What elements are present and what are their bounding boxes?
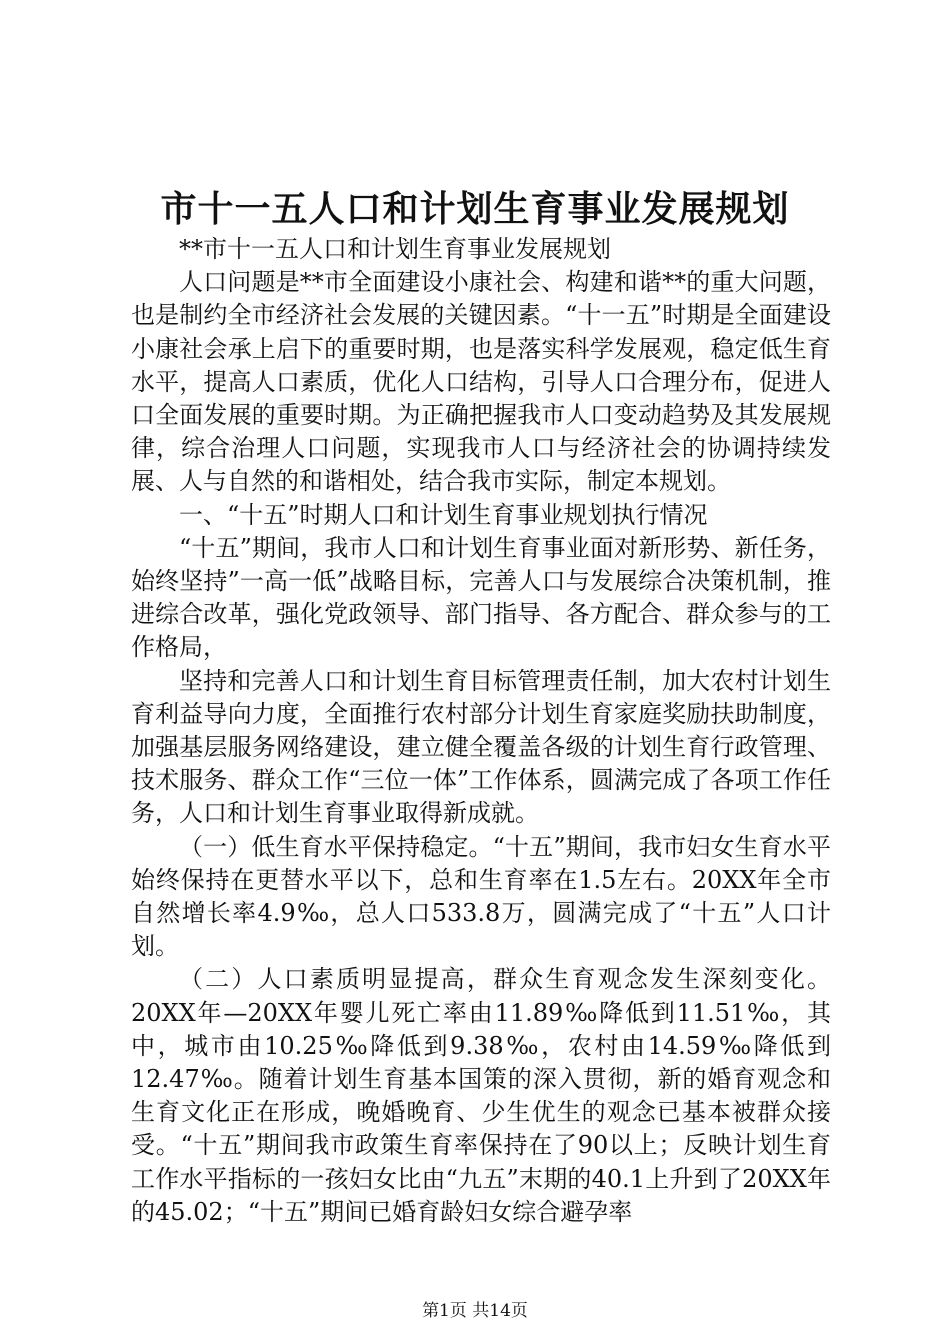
subsection-paragraph: （一）低生育水平保持稳定。“十五”期间，我市妇女生育水平始终保持在更替水平以下，总和生育率在1.5左右。20XX年全市自然增长率4.9‰，总人口533.8万，圆满完成了“十五”人口计划。 bbox=[131, 832, 831, 961]
page-footer: 第1页 共14页 bbox=[422, 1301, 528, 1321]
subsection-paragraph: （二）人口素质明显提高，群众生育观念发生深刻变化。20XX年—20XX年婴儿死亡率由11.89‰降低到11.51‰，其中，城市由10.25‰降低到9.38‰，农村由14.59‰降低到12.47‰。随着计划生育基本国策的深入贯彻，新的婚育观念和生育文化正在形成，晚婚晚育、少生优生的观念已基本被群众接受。“十五”期间我市政策生育率保持在了90以上；反映计划生育工作水平指标的一孩妇女比由“九五”末期的40.1上升到了20XX年的45.02；“十五”期间已婚育龄妇女综合避孕率 bbox=[131, 965, 831, 1226]
section-heading: 一、“十五”时期人口和计划生育事业规划执行情况 bbox=[179, 500, 708, 529]
body-paragraph: 坚持和完善人口和计划生育目标管理责任制，加大农村计划生育利益导向力度，全面推行农村部分计划生育家庭奖励扶助制度，加强基层服务网络建设，建立健全覆盖各级的计划生育行政管理、技术服务、群众工作“三位一体”工作体系，圆满完成了各项工作任务，人口和计划生育事业取得新成就。 bbox=[131, 666, 831, 828]
document-title: 市十一五人口和计划生育事业发展规划 bbox=[160, 188, 790, 230]
intro-paragraph: 人口问题是**市全面建设小康社会、构建和谐**的重大问题，也是制约全市经济社会发展的关键因素。“十一五”时期是全面建设小康社会承上启下的重要时期，也是落实科学发展观，稳定低生育水平，提高人口素质，优化人口结构，引导人口合理分布，促进人口全面发展的重要时期。为正确把握我市人口变动趋势及其发展规律，综合治理人口问题，实现我市人口与经济社会的协调持续发展、人与自然的和谐相处，结合我市实际，制定本规划。 bbox=[131, 268, 831, 496]
body-paragraph: “十五”期间，我市人口和计划生育事业面对新形势、新任务，始终坚持”一高一低”战略目标，完善人口与发展综合决策机制，推进综合改革，强化党政领导、部门指导、各方配合、群众参与的工作格局， bbox=[131, 533, 831, 662]
document-body bbox=[131, 233, 831, 1229]
subtitle-paragraph: **市十一五人口和计划生育事业发展规划 bbox=[179, 235, 611, 263]
